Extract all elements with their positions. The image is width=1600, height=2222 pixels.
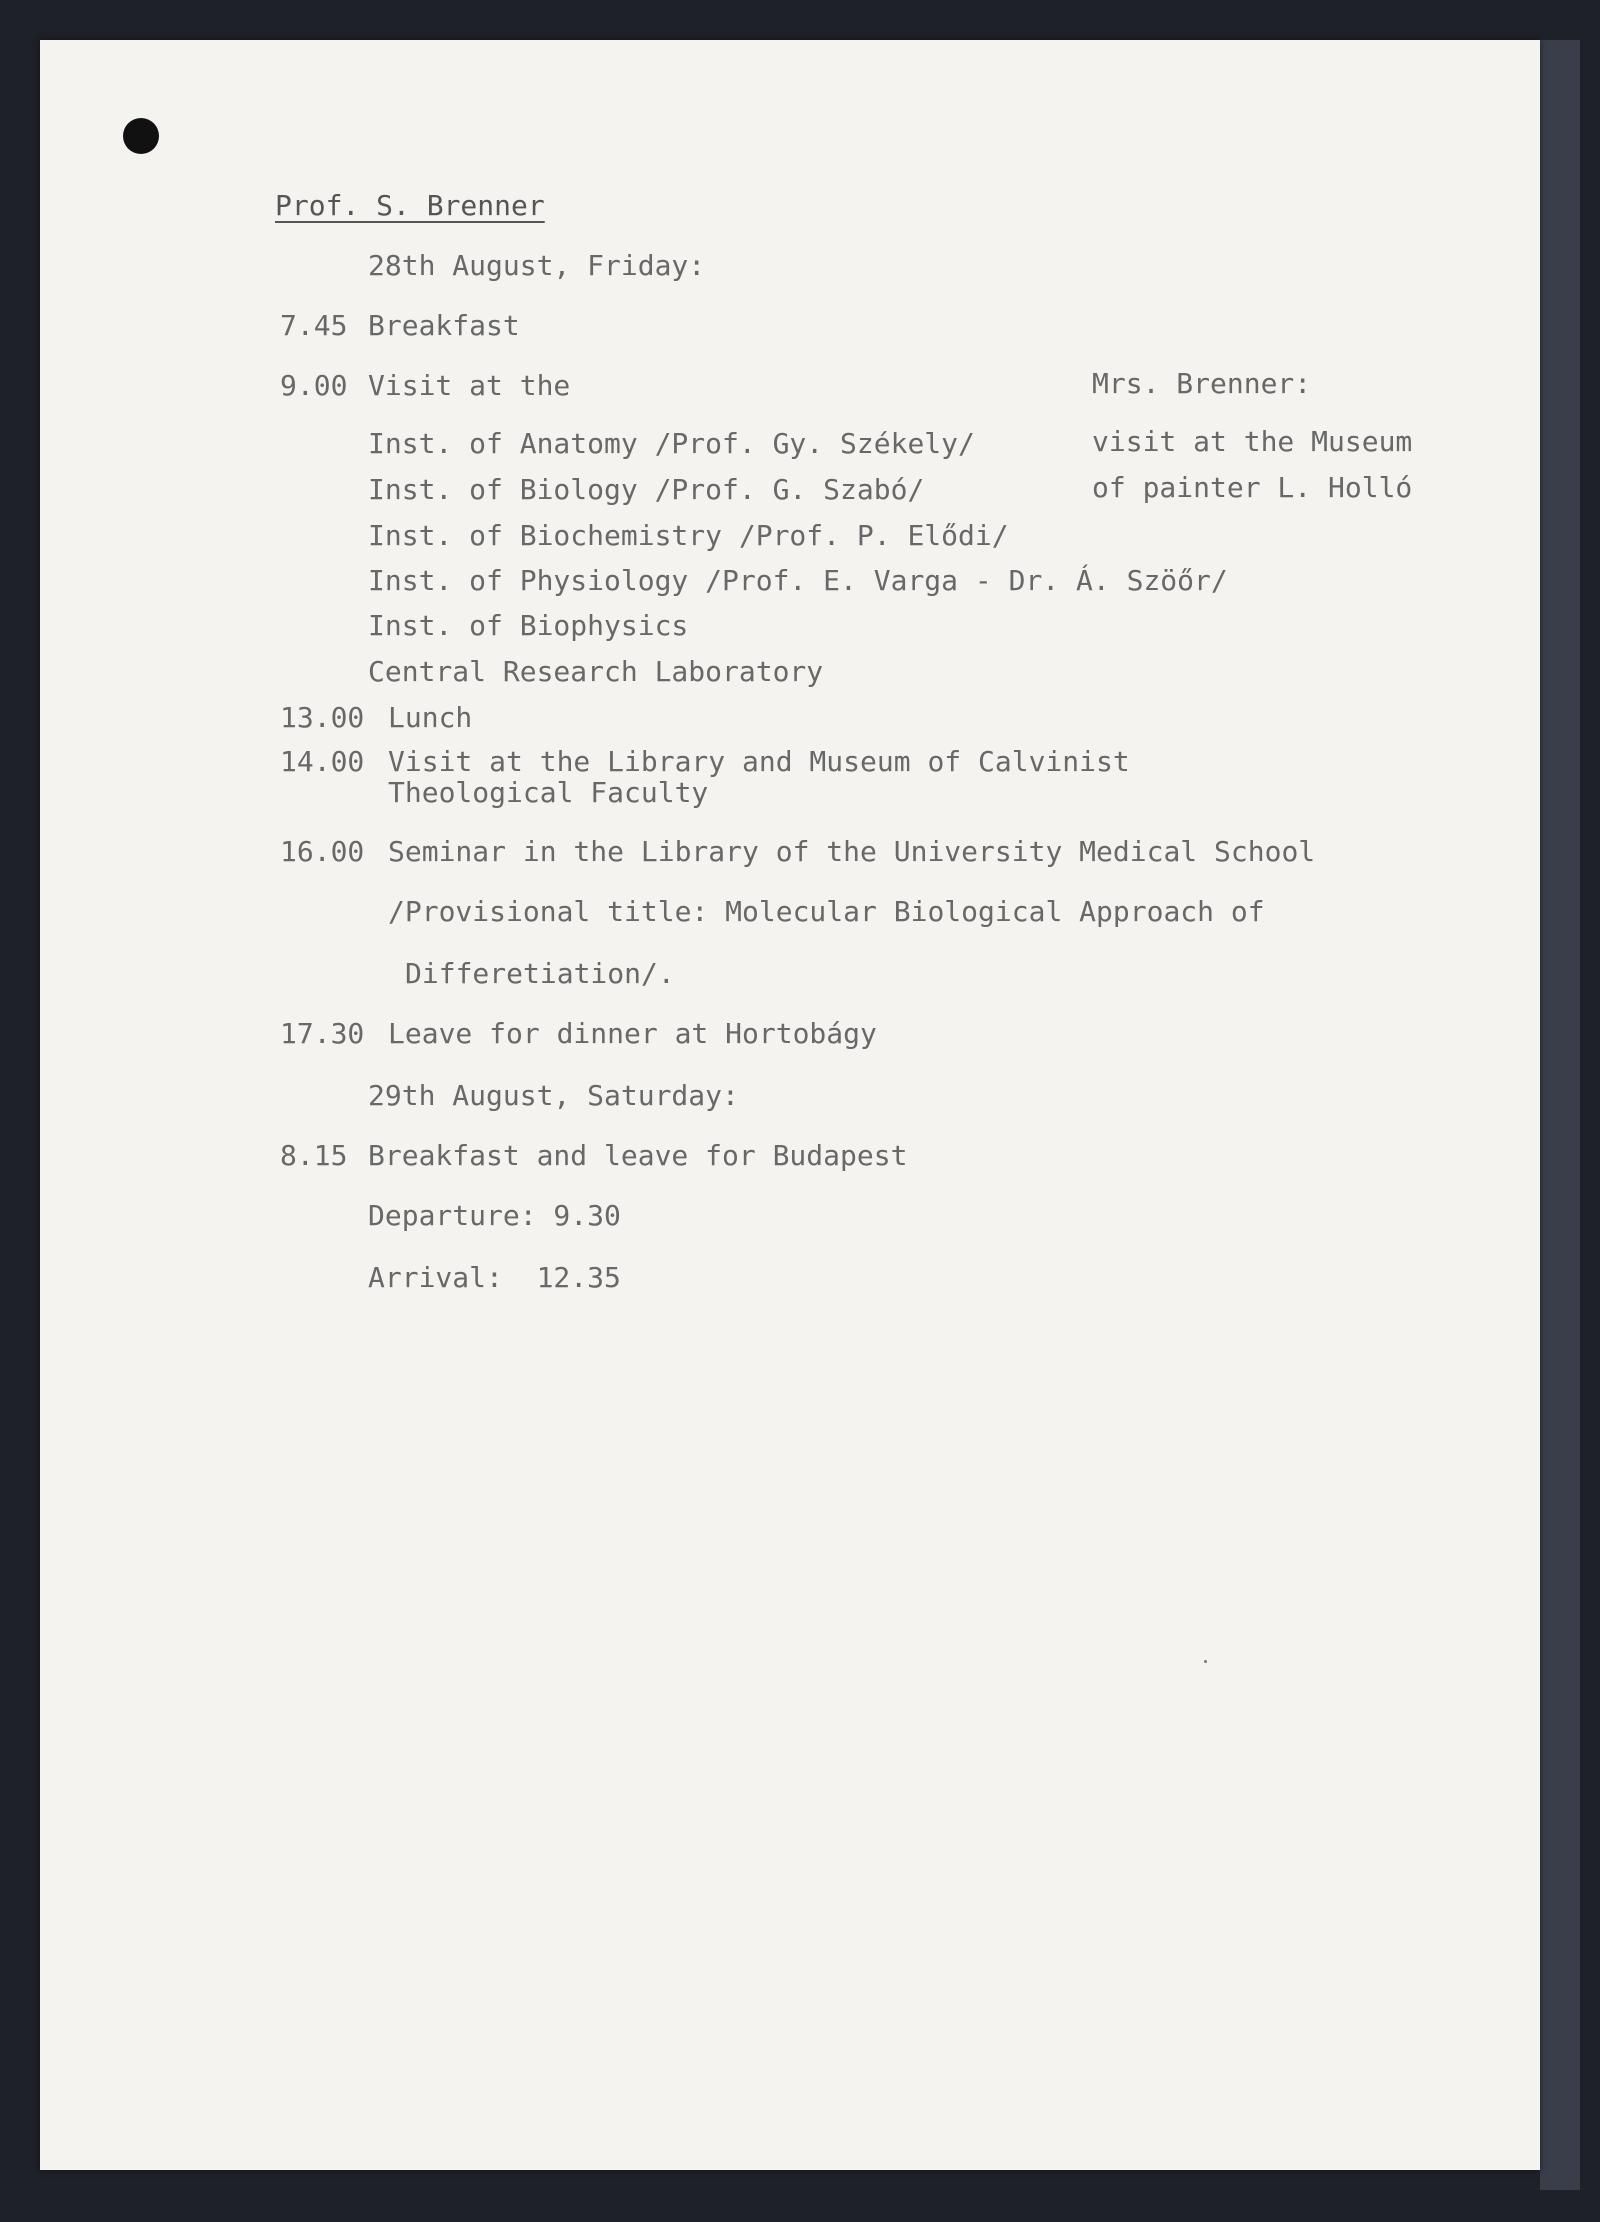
library-line1: Visit at the Library and Museum of Calvinist [388,745,1130,778]
seminar-line3: Differetiation/. [405,957,675,990]
seminar-line2: /Provisional title: Molecular Biological Approach of [388,895,1265,928]
day2-date: 29th August, Saturday: [368,1079,739,1112]
day1-date: 28th August, Friday: [368,249,706,282]
breakfast-label: Breakfast [368,309,520,342]
visit-label: Visit at the [368,369,571,402]
ink-speck [1204,1660,1207,1663]
visit-time: 9.00 [280,369,348,402]
lunch-label: Lunch [388,701,473,734]
seminar-time: 16.00 [280,835,365,868]
background-edge [1540,40,1580,2190]
seminar-line1: Seminar in the Library of the University Medical School [388,835,1316,868]
day2-breakfast-time: 8.15 [280,1139,348,1172]
dinner-time: 17.30 [280,1017,365,1050]
mrs-brenner-line1: visit at the Museum [1092,425,1413,458]
document-heading: Prof. S. Brenner [275,189,545,222]
lunch-time: 13.00 [280,701,365,734]
mrs-brenner-line2: of painter L. Holló [1092,471,1413,504]
punch-hole [123,118,159,154]
document-page [40,40,1540,2170]
institute-item: Central Research Laboratory [368,655,824,688]
arrival-line: Arrival: 12.35 [368,1261,621,1294]
library-time: 14.00 [280,745,365,778]
institute-item: Inst. of Physiology /Prof. E. Varga - Dr. Á. Szöőr/ [368,564,1228,597]
institute-item: Inst. of Biochemistry /Prof. P. Elődi/ [368,519,1009,552]
institute-item: Inst. of Biology /Prof. G. Szabó/ [368,473,925,506]
mrs-brenner-title: Mrs. Brenner: [1092,367,1312,400]
library-line2: Theological Faculty [388,776,709,809]
breakfast-time: 7.45 [280,309,348,342]
dinner-label: Leave for dinner at Hortobágy [388,1017,877,1050]
institute-item: Inst. of Anatomy /Prof. Gy. Székely/ [368,427,975,460]
day2-breakfast-label: Breakfast and leave for Budapest [368,1139,908,1172]
institute-item: Inst. of Biophysics [368,609,689,642]
departure-line: Departure: 9.30 [368,1199,621,1232]
